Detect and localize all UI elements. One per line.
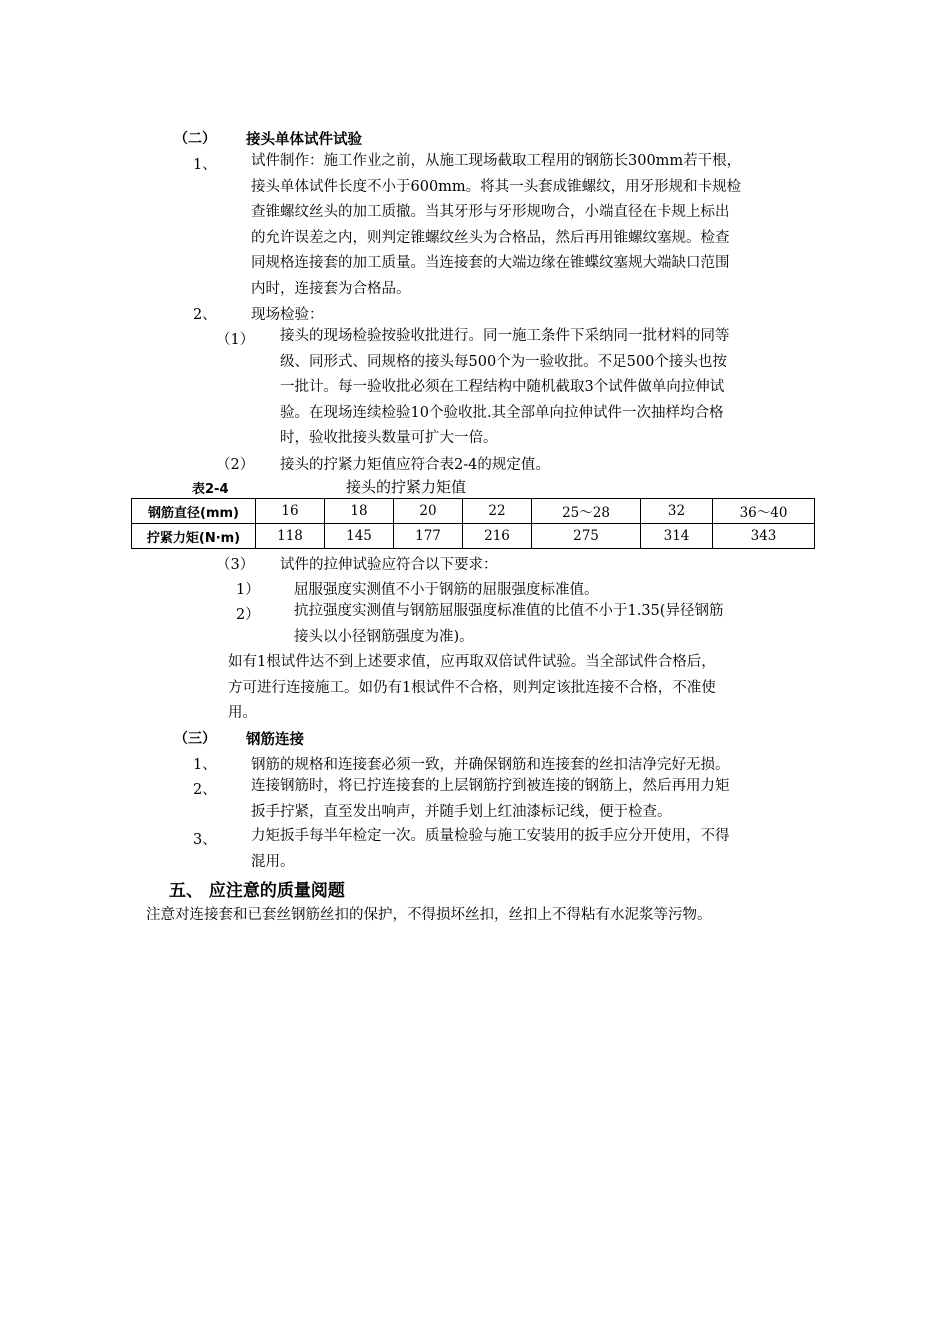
text-line: 混用。 bbox=[251, 853, 295, 870]
table-cell: 16 bbox=[256, 499, 325, 524]
text-line: 同规格连接套的加工质量。当连接套的大端边缘在锥蝶纹塞规大端缺口范围 bbox=[251, 255, 730, 271]
sub-num-1: （1） bbox=[216, 332, 255, 348]
sub-num-3: （3） bbox=[216, 557, 255, 573]
item-2-text: 现场检验： bbox=[251, 307, 324, 323]
text-line: 查锥螺纹丝头的加工质撤。当其牙形与牙形规吻合，小端直径在卡规上标出 bbox=[251, 204, 730, 220]
table-cell: 18 bbox=[325, 499, 394, 524]
retest-note bbox=[228, 650, 818, 727]
table-row bbox=[132, 499, 815, 524]
item-1-text bbox=[251, 149, 811, 302]
section-label-3: （三） bbox=[174, 731, 216, 747]
text-line: 用。 bbox=[228, 705, 257, 721]
req-num-2: 2） bbox=[236, 607, 260, 623]
sec3-item-1: 钢筋的规格和连接套必须一致，并确保钢筋和连接套的丝扣洁净完好无损。 bbox=[251, 757, 730, 773]
section-title-3: 钢筋连接 bbox=[246, 732, 304, 748]
text-line: 方可进行连接施工。如仍有1根试件不合格，则判定该批连接不合格，不准使 bbox=[228, 679, 716, 696]
table-caption: 接头的拧紧力矩值 bbox=[346, 478, 467, 496]
sub-1-text bbox=[280, 324, 810, 452]
text-line: 接头单体试件长度不小于600mm。将其一头套成锥螺纹，用牙形规和卡规检 bbox=[251, 178, 742, 195]
text-line: 抗拉强度实测值与钢筋屈服强度标准值的比值不小于1.35(异径钢筋 bbox=[294, 603, 724, 619]
section-label-2: （二） bbox=[174, 131, 216, 147]
text-line: 扳手拧紧，直至发出响声，并随手划上红油漆标记线，便于检查。 bbox=[251, 803, 672, 820]
text-line: 内时，连接套为合格品。 bbox=[251, 280, 411, 297]
sec3-item-2 bbox=[251, 774, 816, 825]
row-header-torque: 拧紧力矩(N·m) bbox=[132, 524, 256, 549]
text-line: 连接钢筋时，将已拧连接套的上层钢筋拧到被连接的钢筋上，然后再用力矩 bbox=[251, 778, 730, 794]
sub-3-text: 试件的拉伸试验应符合以下要求： bbox=[280, 557, 498, 573]
table-cell: 314 bbox=[641, 524, 713, 549]
table-cell: 275 bbox=[532, 524, 641, 549]
req-num-1: 1） bbox=[236, 582, 260, 598]
item-num-1: 1、 bbox=[193, 157, 217, 173]
sec3-num-1: 1、 bbox=[193, 757, 217, 773]
table-cell: 22 bbox=[463, 499, 532, 524]
text-line: 的允许误差之内，则判定锥螺纹丝头为合格品，然后再用锥螺纹塞规。检查 bbox=[251, 229, 730, 246]
sec3-num-3: 3、 bbox=[193, 832, 217, 848]
text-line: 试件制作：施工作业之前，从施工现场截取工程用的钢筋长300mm若干根， bbox=[251, 153, 742, 169]
text-line: 时，验收批接头数量可扩大一倍。 bbox=[280, 430, 498, 446]
req-1-text: 屈服强度实测值不小于钢筋的屈服强度标准值。 bbox=[294, 582, 599, 598]
text-line: 级、同形式、同规格的接头每500个为一验收批。不足500个接头也按 bbox=[280, 353, 727, 370]
section-title-2: 接头单体试件试验 bbox=[246, 132, 362, 148]
table-cell: 25～28 bbox=[532, 499, 641, 524]
section-5-text: 注意对连接套和已套丝钢筋丝扣的保护，不得损坏丝扣，丝扣上不得粘有水泥浆等污物。 bbox=[146, 907, 712, 923]
text-line: 接头以小径钢筋强度为准)。 bbox=[294, 628, 474, 645]
text-line: 验。在现场连续检验10个验收批.其全部单向拉伸试件一次抽样均合格 bbox=[280, 404, 724, 421]
table-cell: 118 bbox=[256, 524, 325, 549]
row-header-diameter: 钢筋直径(mm) bbox=[132, 499, 256, 524]
table-cell: 36～40 bbox=[713, 499, 815, 524]
item-num-2: 2、 bbox=[193, 307, 217, 323]
sec3-num-2: 2、 bbox=[193, 782, 217, 798]
sub-2-text: 接头的拧紧力矩值应符合表2-4的规定值。 bbox=[280, 457, 550, 473]
table-cell: 216 bbox=[463, 524, 532, 549]
text-line: 一批计。每一验收批必须在工程结构中随机截取3个试件做单向拉伸试 bbox=[280, 379, 725, 395]
text-line: 力矩扳手每半年检定一次。质量检验与施工安装用的扳手应分开使用，不得 bbox=[251, 828, 730, 844]
table-cell: 145 bbox=[325, 524, 394, 549]
table-cell: 32 bbox=[641, 499, 713, 524]
table-row bbox=[132, 524, 815, 549]
req-2-text bbox=[294, 599, 814, 650]
table-cell: 177 bbox=[394, 524, 463, 549]
table-cell: 343 bbox=[713, 524, 815, 549]
table-cell: 20 bbox=[394, 499, 463, 524]
text-line: 接头的现场检验按验收批进行。同一施工条件下采纳同一批材料的同等 bbox=[280, 328, 730, 344]
torque-table bbox=[131, 498, 815, 549]
sec3-item-3 bbox=[251, 824, 816, 875]
table-label: 表2-4 bbox=[192, 482, 229, 497]
sub-num-2: （2） bbox=[216, 457, 255, 473]
text-line: 如有1根试件达不到上述要求值，应再取双倍试件试验。当全部试件合格后， bbox=[228, 654, 716, 670]
section-title-5: 五、 应注意的质量阅题 bbox=[169, 881, 345, 901]
